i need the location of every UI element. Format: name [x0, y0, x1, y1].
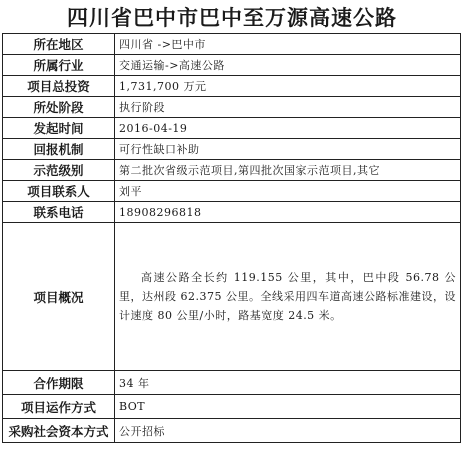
- row-label: 示范级别: [3, 160, 115, 181]
- row-label: 项目总投资: [3, 76, 115, 97]
- table-row: [3, 419, 461, 443]
- row-label: 合作期限: [3, 371, 115, 395]
- row-label: 采购社会资本方式: [3, 419, 115, 443]
- table-row: [3, 34, 461, 55]
- row-value: 2016-04-19: [115, 118, 461, 139]
- row-value: 公开招标: [115, 419, 461, 443]
- row-value: 1,731,700 万元: [115, 76, 461, 97]
- table-row: [3, 223, 461, 371]
- row-value: 四川省 ->巴中市: [115, 34, 461, 55]
- row-label: 发起时间: [3, 118, 115, 139]
- table-row: [3, 139, 461, 160]
- table-row: [3, 395, 461, 419]
- row-label: 联系电话: [3, 202, 115, 223]
- row-label: 所属行业: [3, 55, 115, 76]
- row-label: 所处阶段: [3, 97, 115, 118]
- table-row: [3, 371, 461, 395]
- table-row: [3, 202, 461, 223]
- table-row: [3, 97, 461, 118]
- row-value: 可行性缺口补助: [115, 139, 461, 160]
- document-title: 四川省巴中市巴中至万源高速公路: [67, 4, 397, 30]
- table-row: [3, 76, 461, 97]
- project-overview-text: 高速公路全长约 119.155 公里，其中，巴中段 56.78 公里，达州段 62.375 公里。全线采用四车道高速公路标准建设，设计速度 80 公里/小时，路基宽度 24.5 米。: [119, 271, 456, 322]
- row-label: 项目运作方式: [3, 395, 115, 419]
- row-label: 回报机制: [3, 139, 115, 160]
- row-label: 所在地区: [3, 34, 115, 55]
- table-row: [3, 181, 461, 202]
- row-value: 18908296818: [115, 202, 461, 223]
- table-row: [3, 118, 461, 139]
- row-value: 交通运输->高速公路: [115, 55, 461, 76]
- overview-cell: [115, 223, 461, 371]
- table-row: [3, 55, 461, 76]
- row-value: 刘平: [115, 181, 461, 202]
- row-label: 项目概况: [3, 223, 115, 371]
- table-row: [3, 160, 461, 181]
- project-info-table: [2, 33, 461, 443]
- row-value: BOT: [115, 395, 461, 419]
- row-value: 34 年: [115, 371, 461, 395]
- row-value: 第二批次省级示范项目,第四批次国家示范项目,其它: [115, 160, 461, 181]
- row-label: 项目联系人: [3, 181, 115, 202]
- row-value: 执行阶段: [115, 97, 461, 118]
